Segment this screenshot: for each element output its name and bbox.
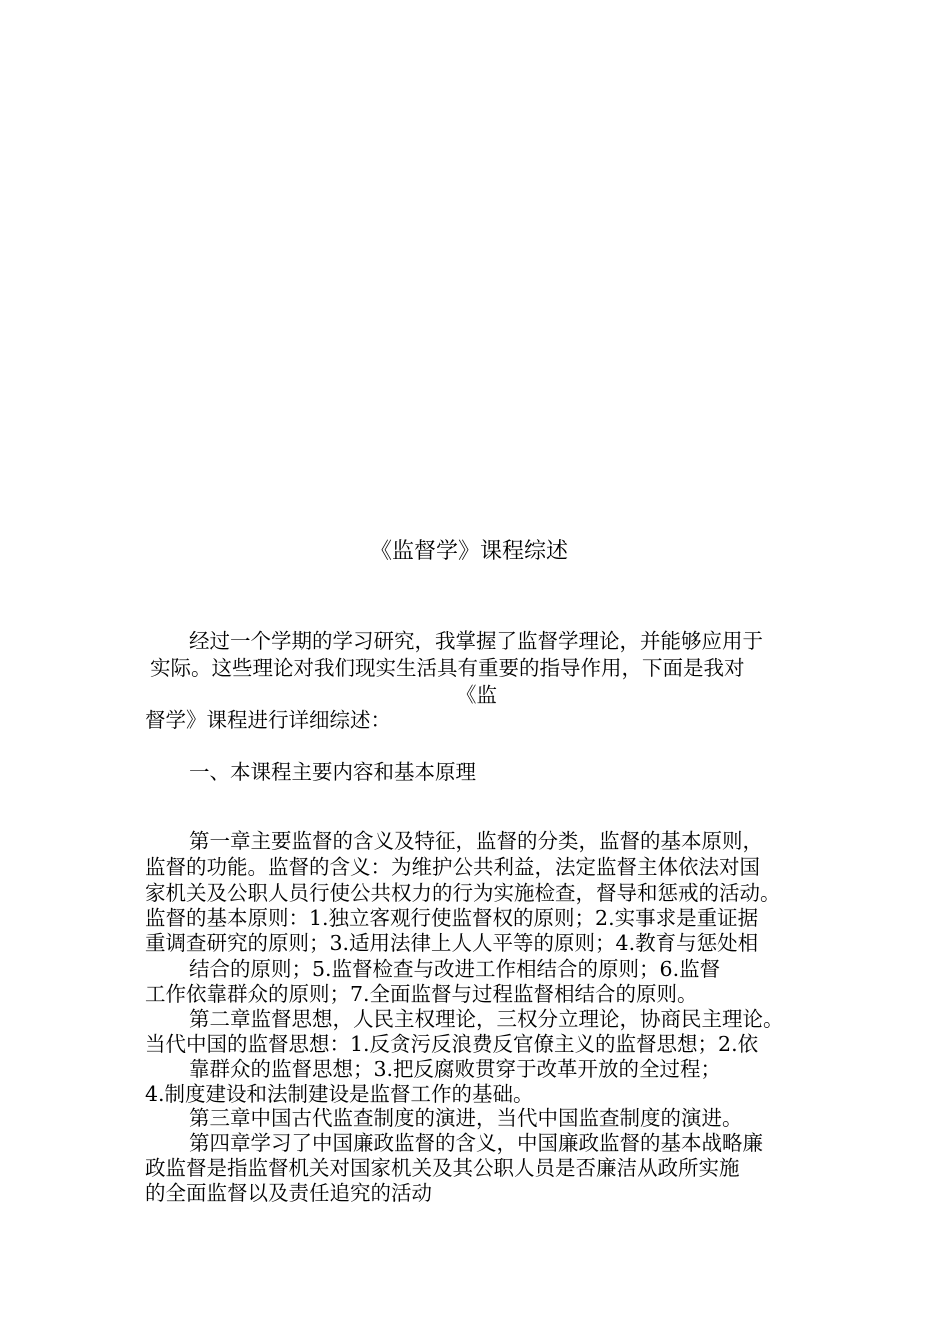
intro-line-2: 实际。这些理论对我们现实生活具有重要的指导作用，下面是我对 [150,656,745,680]
intro-line-4: 督学》课程进行详细综述： [145,708,391,732]
document-title: 《监督学》课程综述 [370,539,569,564]
chapter1-line-7: 工作依靠群众的原则；7.全面监督与过程监督相结合的原则。 [145,982,698,1006]
chapter4-line-2: 政监督是指监督机关对国家机关及其公职人员是否廉洁从政所实施 [145,1156,740,1180]
chapter1-line-1: 第一章主要监督的含义及特征，监督的分类，监督的基本原则， [189,829,763,853]
chapter2-line-1: 第二章监督思想，人民主权理论，三权分立理论，协商民主理论。 [189,1007,784,1031]
chapter2-line-3: 靠群众的监督思想；3.把反腐败贯穿于改革开放的全过程； [189,1057,722,1081]
chapter1-line-4: 监督的基本原则：1.独立客观行使监督权的原则；2.实事求是重证据 [145,906,759,930]
chapter4-line-1: 第四章学习了中国廉政监督的含义，中国廉政监督的基本战略廉 [189,1131,763,1155]
chapter4-line-3: 的全面监督以及责任追究的活动 [145,1181,432,1205]
chapter2-line-2: 当代中国的监督思想：1.反贪污反浪费反官僚主义的监督思想；2.依 [145,1032,759,1056]
chapter3-line-1: 第三章中国古代监查制度的演进，当代中国监查制度的演进。 [189,1106,743,1130]
chapter1-line-2: 监督的功能。监督的含义：为维护公共利益，法定监督主体依法对国 [145,855,760,879]
intro-line-1: 经过一个学期的学习研究，我掌握了监督学理论，并能够应用于 [189,629,763,653]
chapter1-line-3: 家机关及公职人员行使公共权力的行为实施检查，督导和惩戒的活动。 [145,881,781,905]
chapter1-line-6: 结合的原则；5.监督检查与改进工作相结合的原则；6.监督 [189,957,721,981]
chapter2-line-4: 4.制度建设和法制建设是监督工作的基础。 [145,1082,534,1106]
chapter1-line-5: 重调查研究的原则；3.适用法律上人人平等的原则；4.教育与惩处相 [145,931,759,955]
intro-line-3: 《监 [456,683,497,707]
section-heading: 一、本课程主要内容和基本原理 [189,760,476,784]
